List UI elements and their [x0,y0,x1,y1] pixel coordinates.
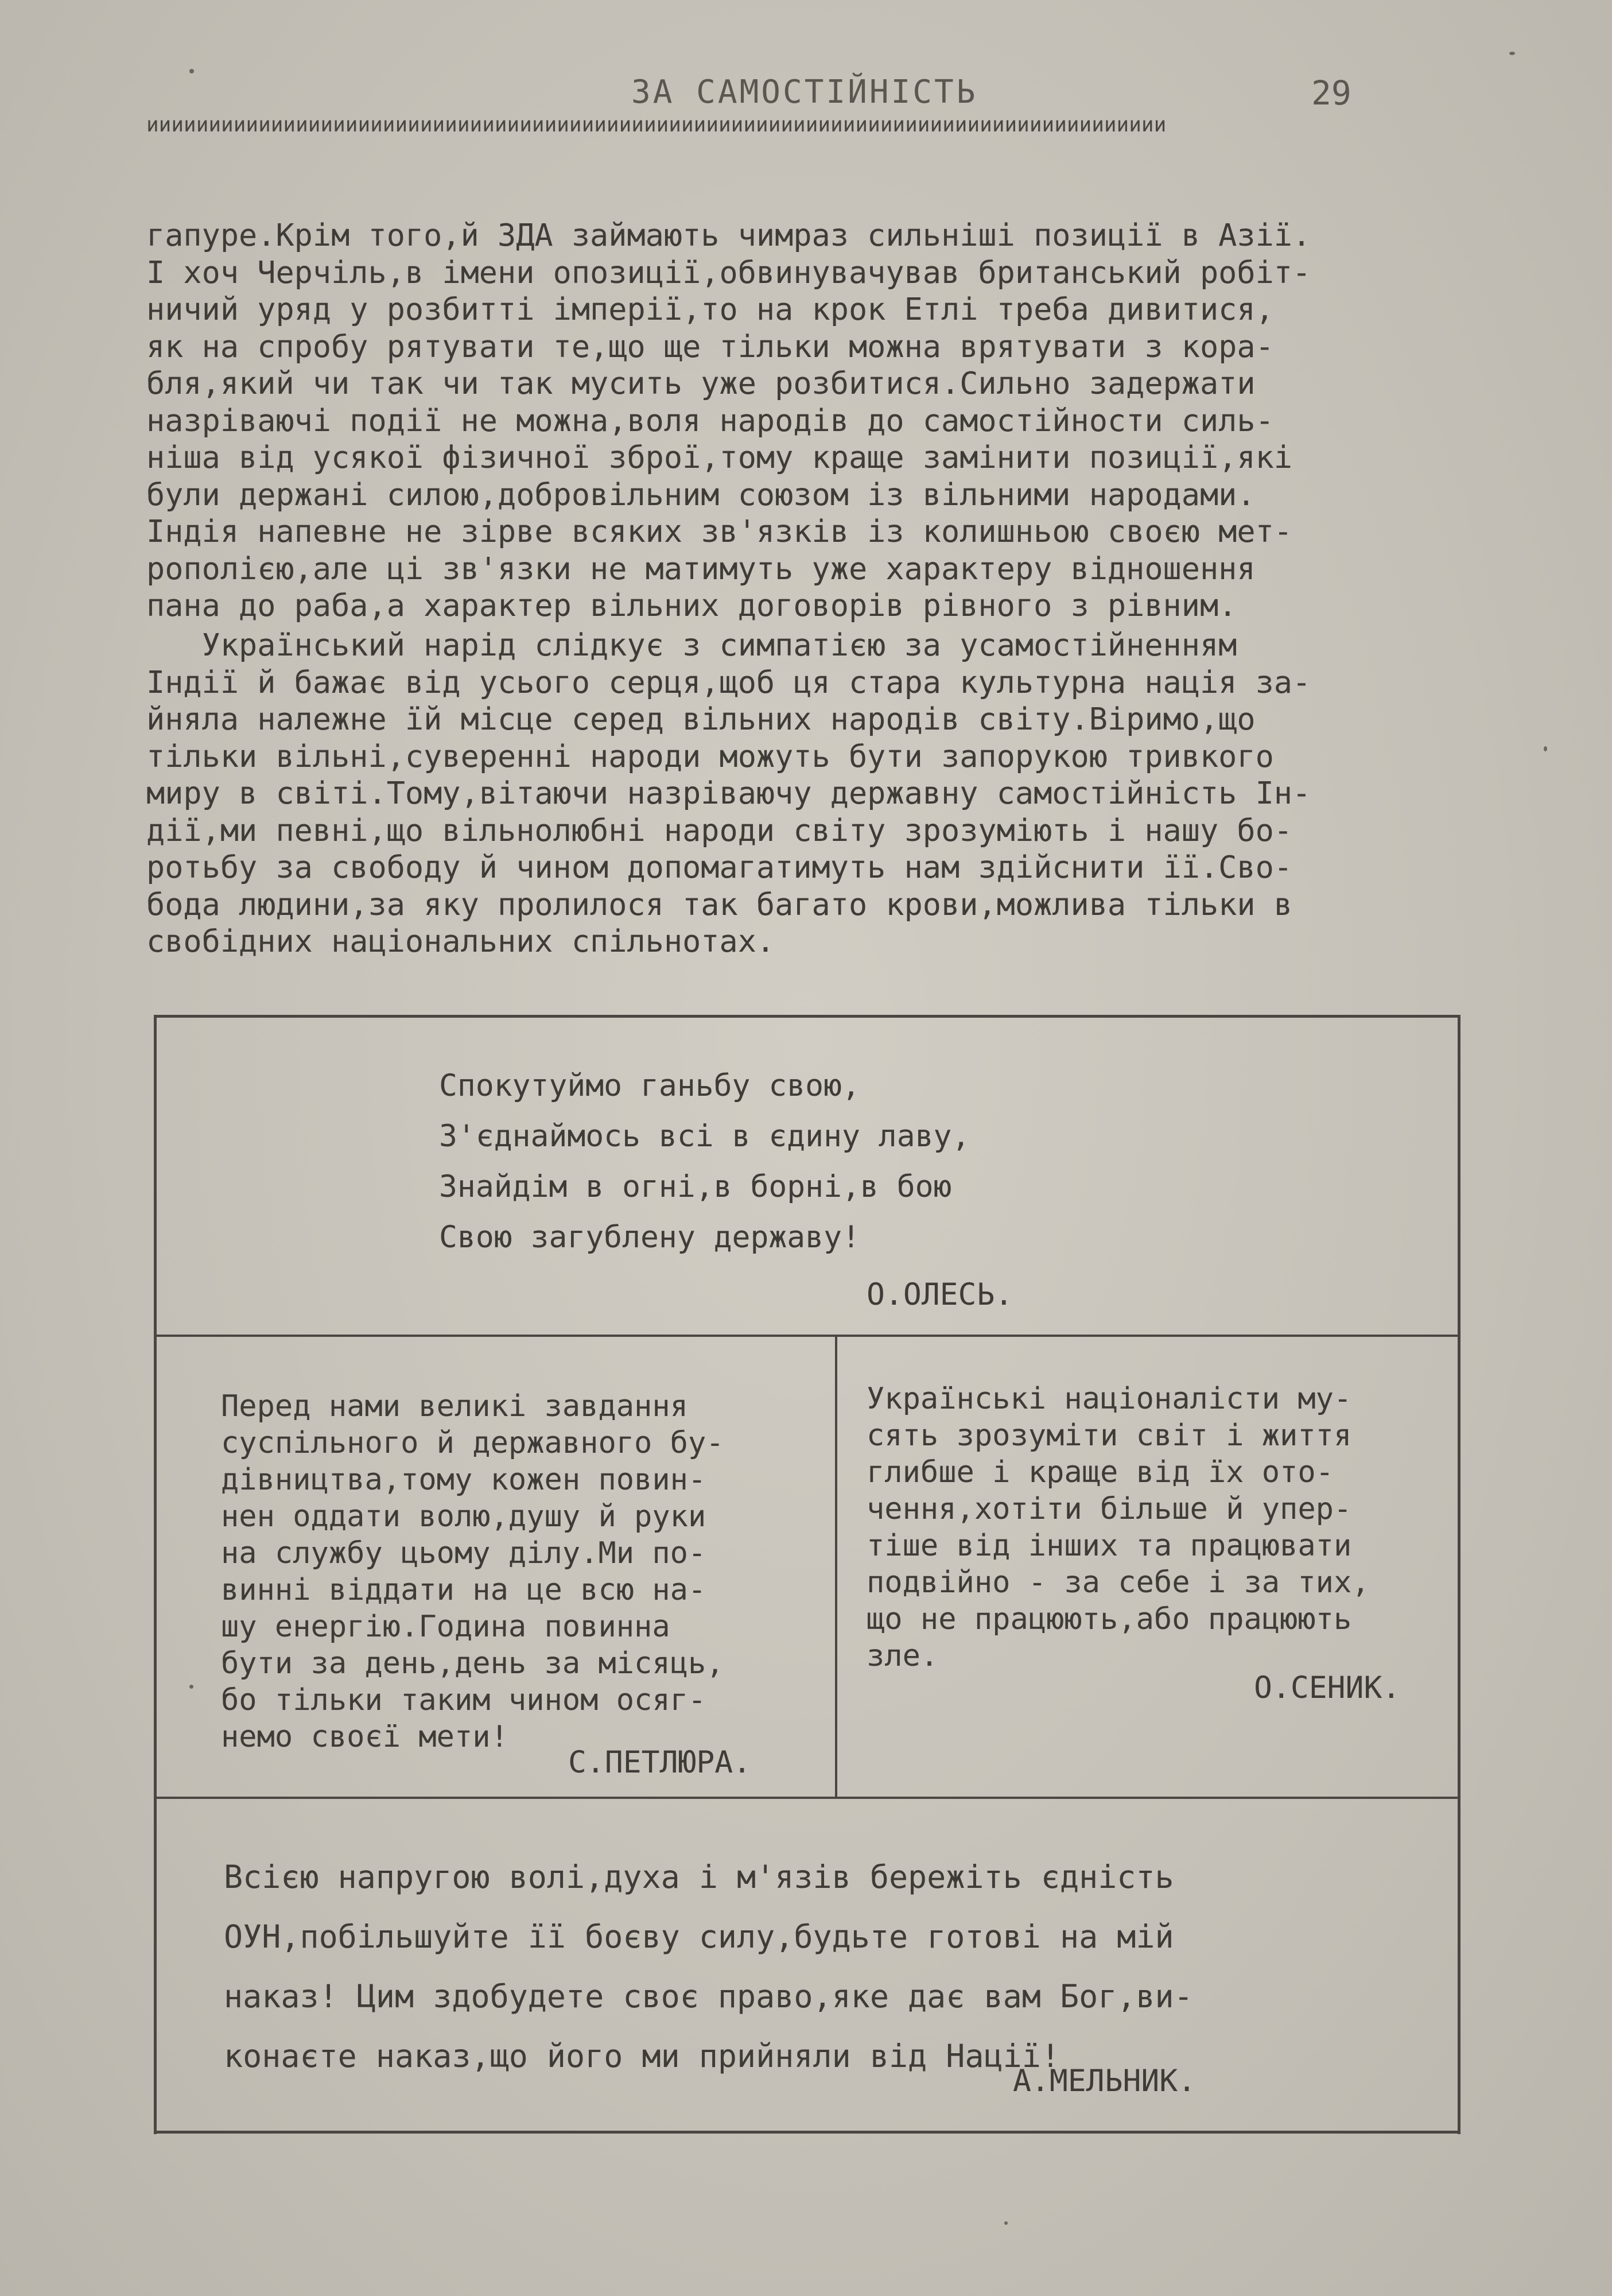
quote-line: ОУН,побільшуйте її боєву силу,будьте готові на мій [224,1918,1174,1955]
quote-line: бо тільки таким чином осяг- [221,1683,706,1717]
box-right-border [1458,1015,1460,2134]
quote-petliura [221,1388,724,1755]
quote-line: нен оддати волю,душу й руки [221,1499,706,1534]
box-divider-1 [155,1335,1460,1337]
box-bottom-border [155,2131,1460,2134]
quote-line: Всією напругою волі,духа і м'язів бережіть єдність [224,1859,1174,1895]
text-line: пана до раба,а характер вільних договорів рівного з рівним. [146,587,1237,623]
box-left-border [154,1015,157,2134]
paragraph-india-1 [146,217,1472,625]
quote-oles [439,1061,970,1263]
quote-line: Перед нами великі завдання [221,1389,688,1424]
quote-line: З'єднаймось всі в єдину лаву, [439,1119,970,1154]
quote-line: суспільного й державного бу- [221,1426,724,1460]
page-number: 29 [1311,73,1351,113]
quote-line: немо своєї мети! [221,1720,508,1754]
signature-senyk: О.СЕНИК. [1254,1670,1401,1705]
quote-senyk [867,1380,1370,1674]
text-line: свобідних національних спільнотах. [146,923,775,959]
quote-line: дівництва,тому кожен повин- [221,1463,706,1497]
header-rule: ииииииииииииииииииииииииииииииииииииииииииииииииииииииииииииииииииииииииииииииииии [146,114,1167,137]
quote-line: Знайдім в огні,в борні,в бою [439,1169,952,1204]
quote-line: наказ! Цим здобудете своє право,яке дає вам Бог,ви- [224,1978,1193,2015]
signature-petliura: С.ПЕТЛЮРА. [568,1745,752,1780]
quote-line: подвійно - за себе і за тих, [867,1565,1370,1600]
text-line: бля,який чи так чи так мусить уже розбитися.Сильно задержати [146,365,1256,401]
text-line: гапуре.Крім того,й ЗДА займають чимраз сильніші позиції в Азії. [146,217,1311,253]
text-line: ротьбу за свободу й чином допомагатимуть нам здійснити її.Сво- [146,849,1293,885]
quote-line: чення,хотіти більше й упер- [867,1492,1352,1526]
box-divider-vertical [835,1335,837,1797]
quote-line: бути за день,день за місяць, [221,1646,724,1681]
text-line: Індії й бажає від усього серця,щоб ця стара культурна нація за- [146,664,1311,700]
paragraph-india-2 [146,627,1472,960]
text-line: Український нарід слідкує з симпатією за усамостійненням [146,627,1237,663]
text-line: ніша від усякої фізичної зброї,тому краще замінити позиції,які [146,439,1293,475]
text-line: І хоч Черчіль,в імени опозиції,обвинувачував британський робіт- [146,254,1311,290]
text-line: дії,ми певні,що вільнолюбні народи світу зрозуміють і нашу бо- [146,812,1293,848]
text-line: миру в світі.Тому,вітаючи назріваючу державну самостійність Ін- [146,775,1311,811]
signature-oles: О.ОЛЕСЬ. [867,1277,1013,1312]
quote-line: винні віддати на це всю на- [221,1573,706,1607]
paper-speck [1509,52,1515,55]
page-header-title: ЗА САМОСТІЙНІСТЬ [631,73,978,111]
text-line: як на спробу рятувати те,що ще тільки можна врятувати з кора- [146,328,1274,364]
text-line: тільки вільні,суверенні народи можуть бути запорукою тривкого [146,738,1274,774]
box-top-border [155,1015,1460,1018]
quote-melnyk [224,1847,1193,2086]
quote-line: конаєте наказ,що його ми прийняли від Нації! [224,2038,1060,2074]
quote-line: Спокутуймо ганьбу свою, [439,1068,860,1103]
quote-line: сять зрозуміти світ і життя [867,1418,1352,1453]
signature-melnyk: А.МЕЛЬНИК. [1013,2064,1197,2099]
paper-speck [1004,2221,1008,2225]
paper-speck [1544,746,1547,751]
text-line: йняла належне їй місце серед вільних народів світу.Віримо,що [146,701,1256,737]
text-line: назріваючі події не можна,воля народів до самостійности силь- [146,402,1274,439]
text-line: були держані силою,добровільним союзом із вільними народами. [146,476,1256,513]
paper-speck [189,69,194,73]
quote-line: на службу цьому ділу.Ми по- [221,1536,706,1570]
box-divider-2 [155,1797,1460,1799]
quote-line: Свою загублену державу! [439,1220,860,1255]
text-line: ничий уряд у розбитті імперії,то на крок Етлі треба дивитися, [146,291,1274,327]
quote-line: шу енергію.Година повинна [221,1609,670,1644]
text-line: рополією,але ці зв'язки не матимуть уже характеру відношення [146,550,1256,587]
quote-line: тіше від інших та працювати [867,1529,1352,1563]
quote-line: Українські націоналісти му- [867,1382,1352,1416]
quote-line: що не працюють,або працюють [867,1602,1352,1636]
text-line: Індія напевне не зірве всяких зв'язків із колишньою своєю мет- [146,513,1293,549]
quote-line: зле. [867,1639,939,1673]
paper-speck [189,1685,193,1689]
quote-line: глибше і краще від їх ото- [867,1455,1334,1490]
text-line: бода людини,за яку пролилося так багато крови,можлива тільки в [146,886,1293,922]
